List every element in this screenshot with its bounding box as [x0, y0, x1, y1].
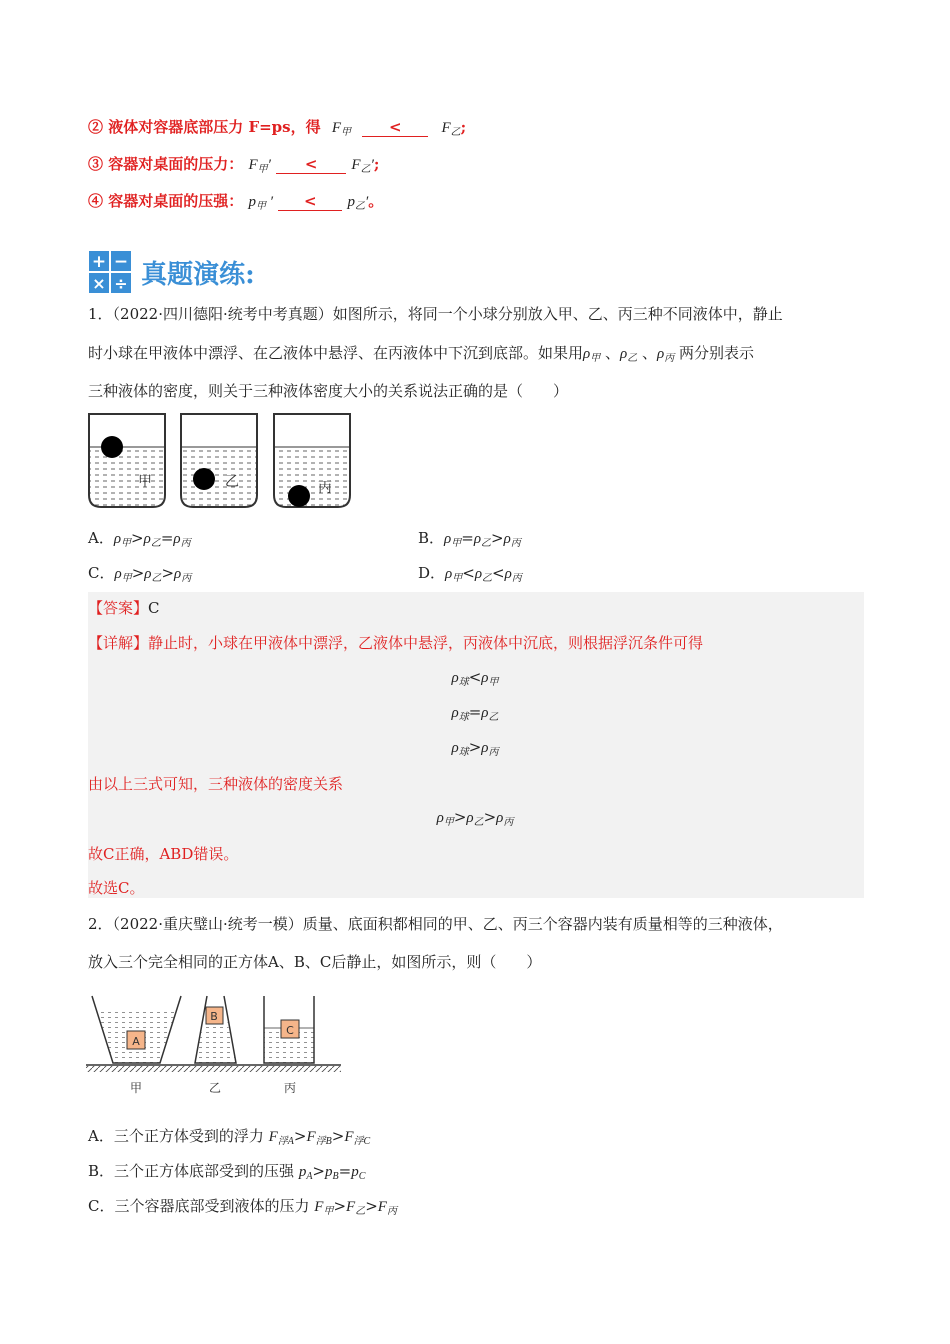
formula-2: $\rho_球=\rho_乙$	[451, 703, 499, 723]
q2-stem-line1: 2．（2022·重庆璧山·统考一模）质量、底面积都相同的甲、乙、丙三个容器内装有质量相等的三种液体，	[88, 915, 783, 933]
q2-option-c-label: C．三个容器底部受到液体的压力	[88, 1197, 310, 1215]
q1-option-b[interactable]: B．$\rho_甲=\rho_乙>\rho_丙$	[418, 529, 521, 549]
q1-option-d[interactable]: D．$\rho_甲<\rho_乙<\rho_丙$	[418, 564, 522, 584]
beaker-jia-liquid	[89, 447, 165, 507]
condition-3-prefix: ③ 容器对桌面的压力：	[88, 155, 244, 173]
final-line-1: 故C正确，ABD错误。	[88, 845, 239, 863]
calculator-icon	[88, 250, 132, 294]
beaker-yi-liquid	[181, 447, 257, 507]
svg-text:×: ×	[92, 274, 106, 293]
q1-stem-line2b: 两分别表示	[678, 344, 754, 362]
label-yi: 乙	[225, 474, 239, 490]
ball-jia	[101, 436, 123, 458]
answer-line	[88, 597, 160, 618]
condition-2-blank: <	[362, 118, 428, 137]
section-title: 真题演练:	[141, 259, 255, 290]
q1-stem-line1: 1．（2022·四川德阳·统考中考真题）如图所示，将同一个小球分别放入甲、乙、丙三种不同液体中，静止	[88, 305, 783, 323]
condition-4-blank: <	[278, 192, 342, 211]
q1-option-d-label: D．	[418, 564, 446, 582]
condition-4-suffix: 。	[368, 192, 384, 210]
ball-yi	[193, 468, 215, 490]
svg-text:÷: ÷	[114, 274, 128, 293]
q2-option-a-label: A．三个正方体受到的浮力	[88, 1127, 264, 1145]
label-bing: 丙	[318, 480, 332, 496]
beaker-bing-liquid	[274, 447, 350, 507]
condition-3-line: ③ 容器对桌面的压力： $F_甲' < F_乙'$;	[88, 155, 380, 175]
detail-label: 【详解】	[88, 634, 149, 652]
detail-line	[88, 632, 703, 653]
q1-stem-line2: 时小球在甲液体中漂浮、在乙液体中悬浮、在丙液体中下沉到底部。如果用$\rho_甲$ 、$\rho_乙$ 、$\rho_丙$ 两分别表示	[88, 344, 754, 364]
label-jia: 甲	[138, 474, 152, 490]
q1-option-b-label: B．	[418, 529, 445, 547]
answer-value: C	[148, 599, 160, 617]
label-bing-2: 丙	[283, 1081, 297, 1095]
condition-4-line: ④ 容器对桌面的压强： $p_甲$ ′ < $p_乙'$。	[88, 192, 384, 212]
answer-label: 【答案】	[88, 599, 149, 617]
q2-option-c[interactable]: C．三个容器底部受到液体的压力 $F_甲>F_乙>F_丙$	[88, 1197, 397, 1217]
block-c-label: C	[286, 1024, 294, 1037]
q1-figure	[86, 412, 356, 512]
block-a-label: A	[132, 1035, 140, 1048]
q2-option-a[interactable]: A．三个正方体受到的浮力 $F_{浮A}>F_{浮B}>F_{浮C}$	[88, 1127, 371, 1147]
detail-text: 静止时，小球在甲液体中漂浮，乙液体中悬浮，丙液体中沉底，则根据浮沉条件可得	[148, 634, 704, 652]
q2-option-b-label: B．三个正方体底部受到的压强	[88, 1162, 295, 1180]
q1-option-a-label: A．	[88, 529, 114, 547]
condition-2-line: ② 液体对容器底部压力 F=ps，得 $F_甲 < F_乙$;	[88, 118, 467, 138]
block-b-label: B	[210, 1010, 218, 1023]
q1-option-a[interactable]: A．$\rho_甲>\rho_乙=\rho_丙$	[88, 529, 191, 549]
conclusion-line: 由以上三式可知，三种液体的密度关系	[88, 775, 344, 793]
q1-option-c[interactable]: C．$\rho_甲>\rho_乙>\rho_丙$	[88, 564, 192, 584]
label-jia-2: 甲	[129, 1081, 143, 1095]
condition-2-prefix: ② 液体对容器底部压力 F=ps，得	[88, 118, 321, 136]
q1-stem-line2a: 时小球在甲液体中漂浮、在乙液体中悬浮、在丙液体中下沉到底部。如果用	[88, 344, 584, 362]
condition-4-prefix: ④ 容器对桌面的压强：	[88, 192, 244, 210]
ball-bing	[288, 485, 310, 507]
final-line-2: 故选C。	[88, 879, 145, 897]
formula-final: $\rho_甲>\rho_乙>\rho_丙$	[436, 808, 514, 828]
q1-stem-line3: 三种液体的密度，则关于三种液体密度大小的关系说法正确的是（ ）	[88, 382, 569, 400]
svg-text:−: −	[113, 252, 129, 272]
svg-text:+: +	[91, 252, 107, 272]
condition-3-blank: <	[276, 155, 346, 174]
ground-hatch	[86, 1066, 341, 1072]
q1-option-c-label: C．	[88, 564, 115, 582]
formula-3: $\rho_球>\rho_丙$	[451, 738, 499, 758]
q2-stem-line2: 放入三个完全相同的正方体A、B、C后静止，如图所示，则（ ）	[88, 953, 542, 971]
q2-option-b[interactable]: B．三个正方体底部受到的压强 $p_A>p_B=p_C$	[88, 1162, 366, 1182]
section-header	[88, 250, 255, 294]
formula-1: $\rho_球<\rho_甲$	[451, 668, 499, 688]
q2-figure	[86, 990, 346, 1100]
label-yi-2: 乙	[208, 1081, 222, 1095]
